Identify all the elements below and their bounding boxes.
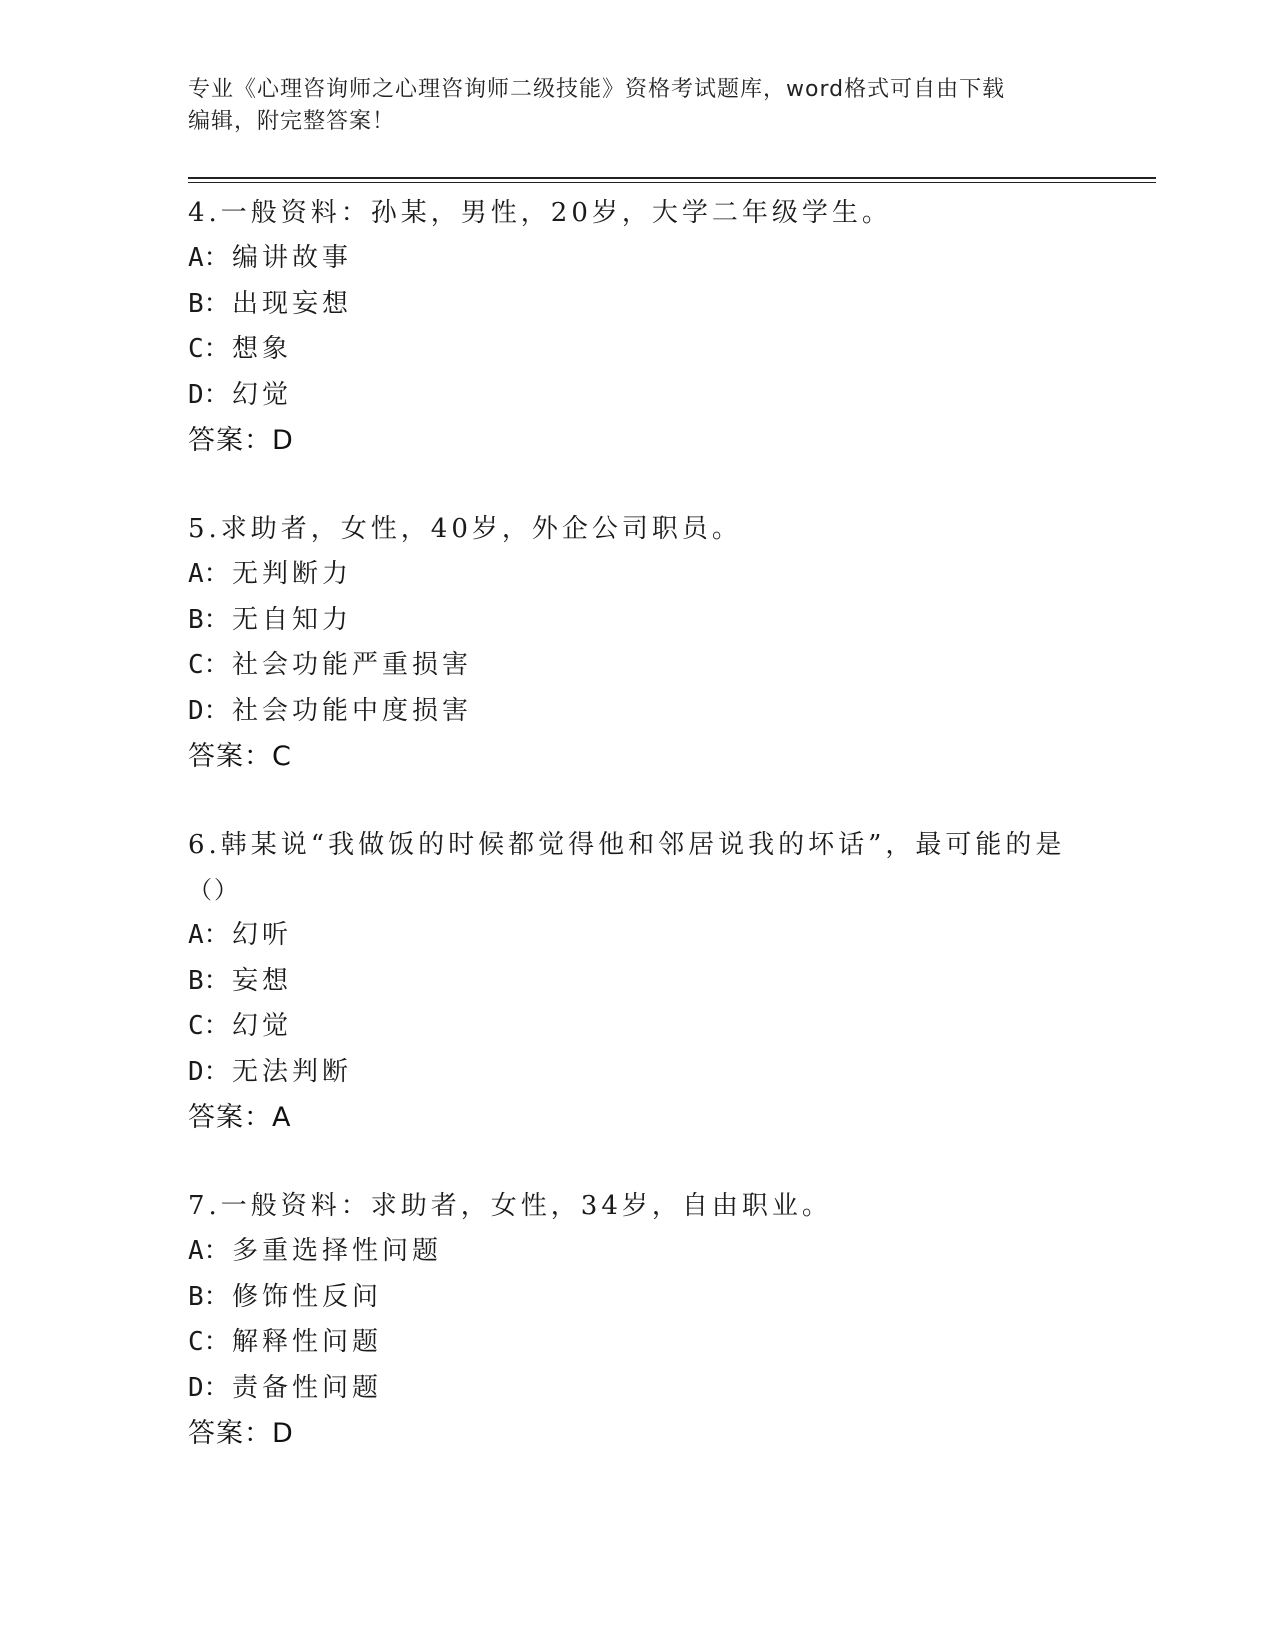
option-text: 妄想 [232, 965, 293, 996]
option-key: B： [188, 604, 230, 635]
question-stem: 6.韩某说“我做饭的时候都觉得他和邻居说我的坏话”，最可能的是 [188, 830, 1066, 860]
header-divider-thin [188, 182, 1156, 183]
question-6 [188, 823, 1088, 1140]
option-key: B： [188, 288, 230, 319]
header-line-2: 编辑，附完整答案！ [188, 109, 396, 134]
option-key: B： [188, 965, 230, 996]
option-key: A： [188, 559, 230, 589]
question-list [188, 191, 1088, 1500]
option-c [188, 643, 1088, 689]
question-4 [188, 191, 1088, 463]
option-key: C： [188, 1011, 230, 1041]
option-b [188, 598, 1088, 644]
option-text: 修饰性反问 [232, 1281, 383, 1312]
option-a [188, 552, 1088, 598]
question-7 [188, 1184, 1088, 1456]
question-stem-continuation: （） [188, 876, 240, 904]
option-d [188, 373, 1088, 419]
option-text: 无自知力 [232, 604, 353, 635]
option-b [188, 959, 1088, 1005]
option-d [188, 1366, 1088, 1412]
answer-line: 答案：D [188, 1418, 294, 1449]
option-c [188, 1004, 1088, 1050]
question-stem: 7.一般资料：求助者，女性，34岁，自由职业。 [188, 1191, 832, 1221]
option-d [188, 1050, 1088, 1096]
option-b [188, 1275, 1088, 1321]
option-key: C： [188, 650, 230, 680]
option-key: C： [188, 1327, 230, 1357]
answer-line: 答案：C [188, 741, 292, 772]
option-key: A： [188, 1236, 230, 1266]
option-text: 社会功能中度损害 [232, 695, 473, 726]
header-line-1: 专业《心理咨询师之心理咨询师二级技能》资格考试题库，word格式可自由下载 [188, 77, 1006, 102]
option-text: 无判断力 [232, 559, 353, 589]
option-text: 无法判断 [232, 1056, 353, 1087]
option-text: 幻觉 [232, 379, 293, 410]
option-key: D： [188, 379, 230, 410]
option-b [188, 282, 1088, 328]
answer-line: 答案：A [188, 1102, 292, 1133]
option-key: D： [188, 1372, 230, 1403]
option-key: D： [188, 695, 230, 726]
option-text: 幻听 [232, 920, 293, 950]
option-c [188, 1320, 1088, 1366]
header-divider-thick [188, 177, 1156, 179]
option-key: A： [188, 243, 230, 273]
document-header [188, 74, 1068, 138]
option-d [188, 689, 1088, 735]
option-key: A： [188, 920, 230, 950]
option-text: 责备性问题 [232, 1372, 383, 1403]
question-stem: 5.求助者，女性，40岁，外企公司职员。 [188, 514, 742, 544]
option-key: B： [188, 1281, 230, 1312]
question-stem: 4.一般资料：孙某，男性，20岁，大学二年级学生。 [188, 198, 892, 228]
option-c [188, 327, 1088, 373]
question-5 [188, 507, 1088, 779]
option-a [188, 1229, 1088, 1275]
answer-line: 答案：D [188, 425, 294, 456]
option-text: 幻觉 [232, 1011, 293, 1041]
option-text: 编讲故事 [232, 243, 353, 273]
option-text: 社会功能严重损害 [232, 650, 473, 680]
option-text: 多重选择性问题 [232, 1236, 443, 1266]
option-key: D： [188, 1056, 230, 1087]
option-a [188, 236, 1088, 282]
option-key: C： [188, 334, 230, 364]
option-text: 想象 [232, 334, 293, 364]
option-a [188, 913, 1088, 959]
option-text: 出现妄想 [232, 288, 353, 319]
option-text: 解释性问题 [232, 1327, 383, 1357]
